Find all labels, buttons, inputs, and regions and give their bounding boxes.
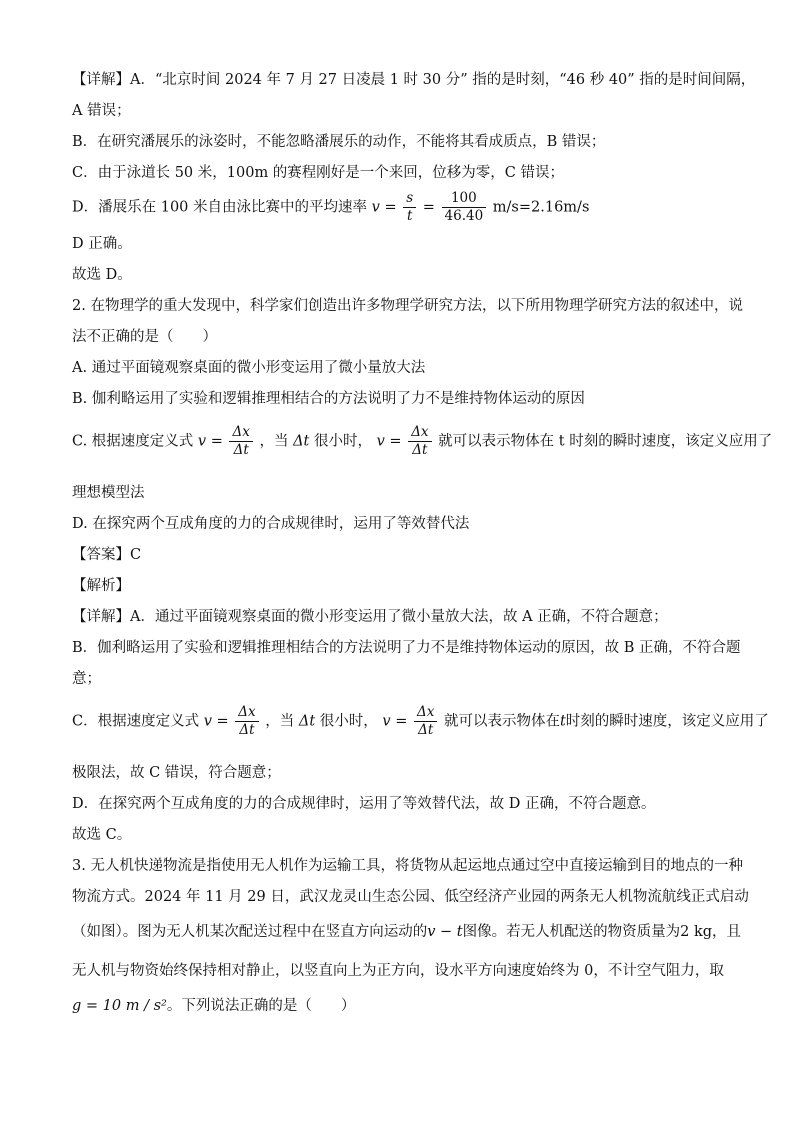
q2-c-prefix: C. 根据速度定义式 <box>72 433 194 450</box>
q2-c-v: v <box>197 433 207 450</box>
q1-d-num: 100 <box>442 190 487 208</box>
q2-ec-v: v <box>203 713 212 730</box>
q2-ec-frac-den: Δt <box>239 722 255 738</box>
q2-choose: 故选 C。 <box>72 827 132 843</box>
q2-option-d: D. 在探究两个互成角度的力的合成规律时，运用了等效替代法 <box>72 516 470 532</box>
q2-option-c-line2: 理想模型法 <box>72 485 145 501</box>
q2-ec-v2: v <box>382 713 391 730</box>
q2-c-frac2 <box>408 424 431 459</box>
q2-explain-a: 【详解】A．通过平面镜观察桌面的微小形变运用了微小量放大法，故 A 正确，不符合题意； <box>72 609 668 625</box>
q1-d-s: s <box>403 190 416 208</box>
q1-choose: 故选 D。 <box>72 267 132 283</box>
q1-d-correct: D 正确。 <box>72 236 132 252</box>
q2-ec-mid: ，当 <box>265 713 295 730</box>
q2-stem-line2: 法不正确的是（ ） <box>72 329 217 345</box>
q1-d-frac-st <box>403 190 416 225</box>
q2-ec-t: t <box>559 713 566 730</box>
q3-l3-a: （如图）。图为无人机某次配送过程中在竖直方向运动的 <box>72 924 428 940</box>
q3-stem-line2: 物流方式。2024 年 11 月 29 日，武汉龙灵山生态公园、低空经济产业园的两条无人机物流航线正式启动 <box>72 889 749 905</box>
q2-c-suffix: 就可以表示物体在 t 时刻的瞬时速度，该定义应用了 <box>438 433 773 450</box>
q3-l3-c: ，且 <box>712 924 742 940</box>
q2-ec-suffix-b: 时刻的瞬时速度，该定义应用了 <box>565 713 769 730</box>
q2-explain-c-line2: 极限法，故 C 错误，符合题意； <box>72 765 281 781</box>
q1-explain-d <box>72 190 589 225</box>
q2-ec-frac-num: Δx <box>235 704 258 722</box>
q1-d-den: 46.40 <box>444 208 484 224</box>
q2-c-mid2: 很小时， <box>314 433 372 450</box>
q2-c-frac-den: Δt <box>233 442 249 458</box>
q3-l3-m: 2 kg <box>680 924 713 940</box>
q3-l3-vt: v − t <box>427 924 463 940</box>
q2-c-frac-num: Δx <box>229 424 252 442</box>
q3-stem-line1: 3. 无人机快递物流是指使用无人机作为运输工具，将货物从起运地点通过空中直接运输到目的地点的一种 <box>72 858 743 874</box>
q1-d-prefix: D．潘展乐在 100 米自由泳比赛中的平均速率 <box>72 199 368 216</box>
q1-explain-b: B．在研究潘展乐的泳姿时，不能忽略潘展乐的动作，不能将其看成质点，B 错误； <box>72 134 606 150</box>
q2-c-frac2-num: Δx <box>408 424 431 442</box>
q2-explain-b-line2: 意； <box>72 671 101 687</box>
q2-ec-eq2: = <box>395 713 408 730</box>
q3-stem-line3 <box>72 922 741 942</box>
q2-stem-line1: 2. 在物理学的重大发现中，科学家们创造出许多物理学研究方法，以下所用物理学研究方法的叙述中，说 <box>72 298 743 314</box>
q2-option-b: B. 伽利略运用了实验和逻辑推理相结合的方法说明了力不是维持物体运动的原因 <box>72 391 585 407</box>
q1-d-eq: = <box>384 199 397 216</box>
q1-explain-a-line1: 【详解】A．“北京时间 2024 年 7 月 27 日凌晨 1 时 30 分” 指的是时刻，“46 秒 40” 指的是时间间隔， <box>72 72 756 88</box>
q3-l3-b: 图像。若无人机配送的物资质量为 <box>462 924 681 940</box>
q2-c-frac2-den: Δt <box>412 442 428 458</box>
q2-explain-c <box>72 704 769 739</box>
q2-ec-frac2 <box>414 704 437 739</box>
q1-explain-a-line2: A 错误； <box>72 103 131 119</box>
q2-ec-eq: = <box>216 713 229 730</box>
q2-ec-dt: Δt <box>298 713 316 730</box>
q2-c-frac <box>229 424 252 459</box>
q2-c-eq2: = <box>389 433 402 450</box>
q2-ec-prefix: C．根据速度定义式 <box>72 713 200 730</box>
q3-l5-b: 。下列说法正确的是（ ） <box>166 998 356 1014</box>
q1-d-suffix: m/s=2.16m/s <box>492 199 590 216</box>
q2-answer: 【答案】C <box>72 547 142 563</box>
q1-d-eq2: = <box>422 199 435 216</box>
q2-explain-b-line1: B．伽利略运用了实验和逻辑推理相结合的方法说明了力不是维持物体运动的原因，故 B 正确，不符合题 <box>72 640 741 656</box>
q2-ec-frac2-den: Δt <box>418 722 434 738</box>
q3-l5-g: g = 10 m / s² <box>72 998 167 1014</box>
q2-ec-frac2-num: Δx <box>414 704 437 722</box>
q1-d-t: t <box>406 208 413 224</box>
q2-c-eq: = <box>210 433 223 450</box>
q2-option-c <box>72 424 772 459</box>
q2-c-v2: v <box>376 433 385 450</box>
q2-ec-frac <box>235 704 258 739</box>
q3-stem-line5 <box>72 996 355 1016</box>
q2-c-dt: Δt <box>293 433 310 450</box>
q2-explain-d: D．在探究两个互成角度的力的合成规律时，运用了等效替代法，故 D 正确，不符合题意。 <box>72 796 656 812</box>
q1-d-frac-num <box>442 190 487 225</box>
q3-stem-line4: 无人机与物资始终保持相对静止，以竖直向上为正方向，设水平方向速度始终为 0，不计空气阻力，取 <box>72 963 724 979</box>
q1-explain-c: C．由于泳道长 50 米，100m 的赛程刚好是一个来回，位移为零，C 错误； <box>72 165 564 181</box>
q2-ec-suffix-a: 就可以表示物体在 <box>443 713 560 730</box>
q1-d-v: v <box>371 199 380 216</box>
q2-ec-mid2: 很小时， <box>319 713 378 730</box>
q2-option-a: A. 通过平面镜观察桌面的微小形变运用了微小量放大法 <box>72 360 426 376</box>
q2-analysis-heading: 【解析】 <box>72 578 130 594</box>
q2-c-mid: ，当 <box>259 433 289 450</box>
